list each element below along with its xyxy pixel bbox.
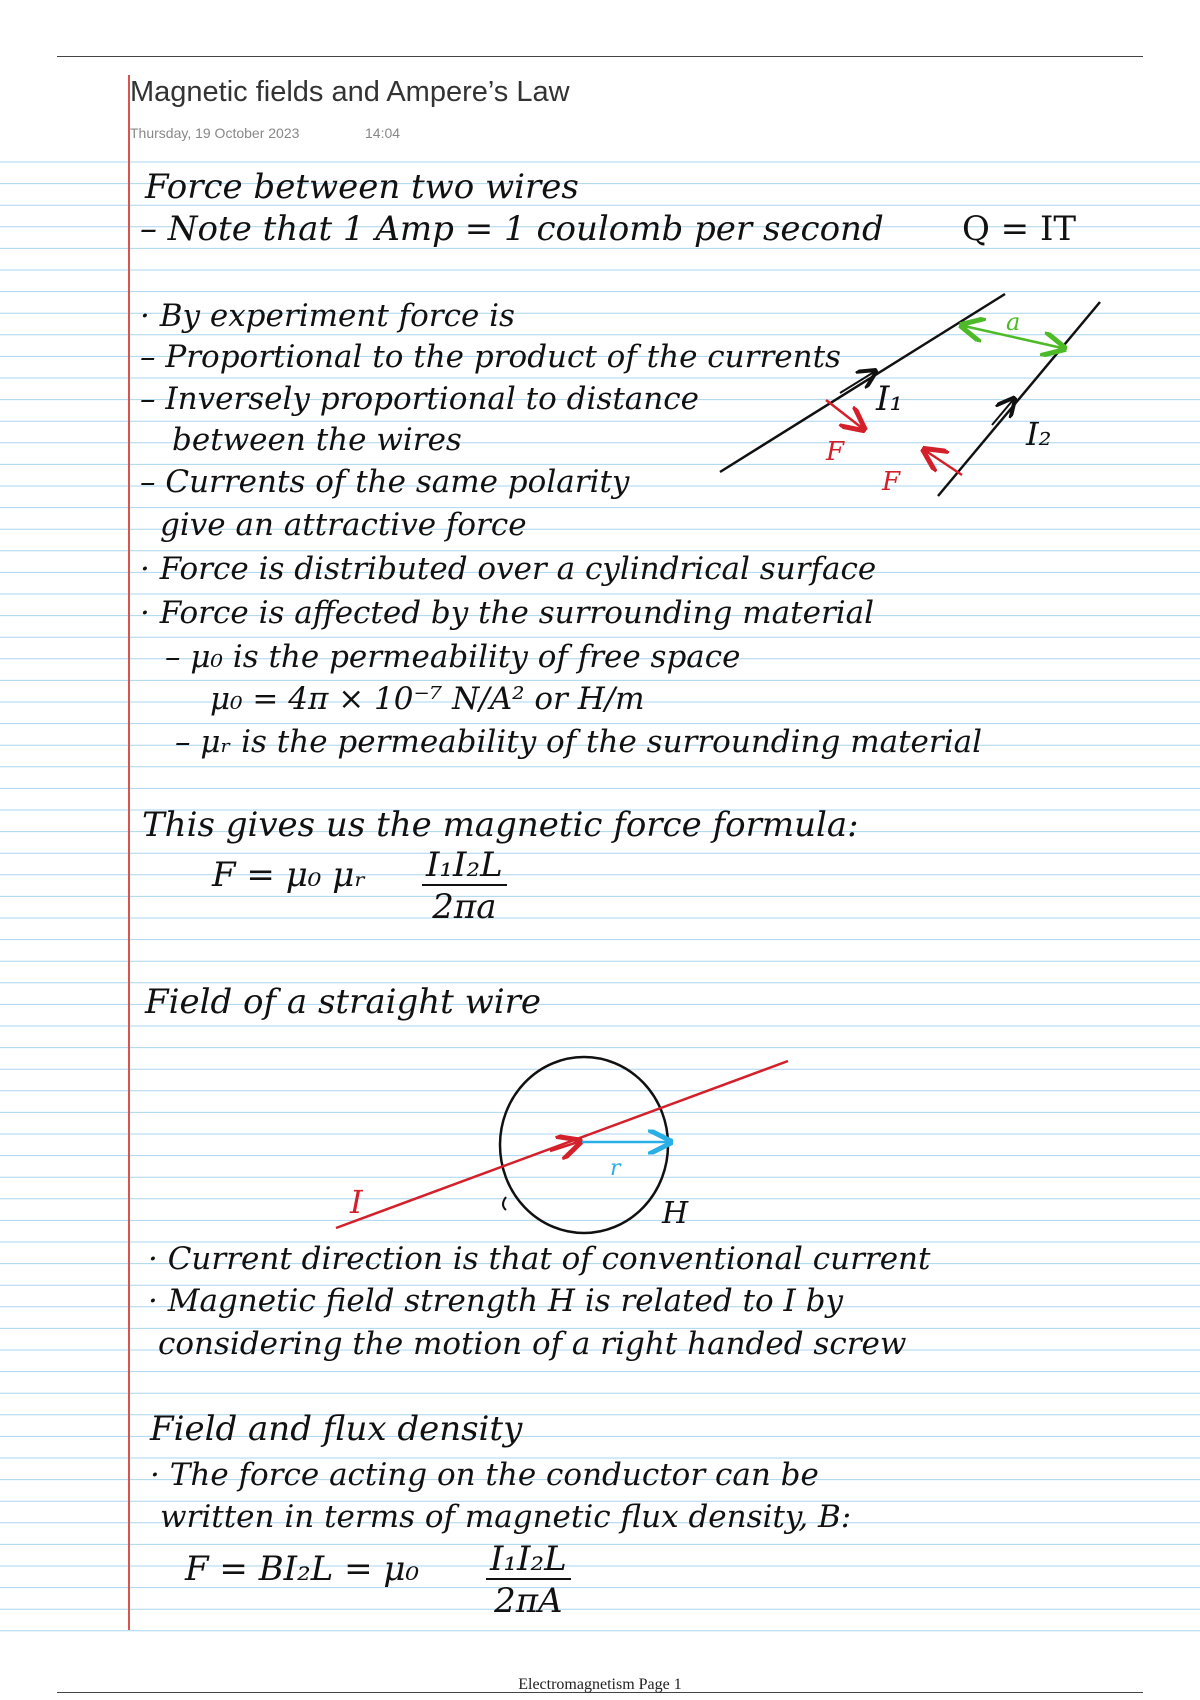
straight-wire-diagram bbox=[320, 1045, 800, 1235]
flux-formula-numerator: I₁I₂L bbox=[486, 1542, 571, 1580]
bullet-cylindrical-surface: · Force is distributed over a cylindrical surface bbox=[140, 551, 877, 587]
label-I: I bbox=[350, 1183, 363, 1221]
page-footer: Electromagnetism Page 1 bbox=[518, 1676, 682, 1693]
formula-denominator: 2πa bbox=[432, 887, 497, 927]
page-time: 14:04 bbox=[365, 125, 401, 141]
bullet-attractive-force: give an attractive force bbox=[160, 507, 527, 543]
bullet-flux-density: written in terms of magnetic flux density, B: bbox=[160, 1499, 852, 1535]
note-charge-equation: Q = IT bbox=[962, 209, 1077, 249]
current-arrow-1 bbox=[840, 372, 874, 393]
flux-formula-fraction bbox=[486, 1539, 571, 1621]
bullet-current-direction: · Current direction is that of conventional current bbox=[148, 1241, 931, 1277]
formula-numerator: I₁I₂L bbox=[422, 848, 507, 886]
bullet-surrounding-material: · Force is affected by the surrounding material bbox=[140, 595, 875, 631]
bullet-mur-definition: – μᵣ is the permeability of the surrounding material bbox=[175, 724, 983, 760]
bullet-inversely-proportional: – Inversely proportional to distance bbox=[140, 381, 699, 417]
heading-force-between-wires: Force between two wires bbox=[145, 167, 579, 207]
label-H: H bbox=[662, 1196, 689, 1231]
bullet-field-strength: · Magnetic field strength H is related to I by bbox=[148, 1283, 843, 1319]
label-I2: I₂ bbox=[1026, 415, 1052, 453]
bullet-mu0-value: μ₀ = 4π × 10⁻⁷ N/A² or H/m bbox=[210, 681, 645, 717]
bullet-same-polarity: – Currents of the same polarity bbox=[140, 464, 630, 500]
wire-straight bbox=[336, 1061, 788, 1228]
margin-line bbox=[128, 75, 130, 1630]
heading-flux-density: Field and flux density bbox=[150, 1409, 523, 1449]
bullet-by-experiment: · By experiment force is bbox=[140, 298, 515, 334]
label-F1: F bbox=[826, 437, 845, 467]
page-date: Thursday, 19 October 2023 bbox=[130, 125, 300, 141]
label-a: a bbox=[1006, 308, 1021, 336]
flux-formula-denominator: 2πA bbox=[494, 1581, 563, 1621]
bullet-right-handed-screw: considering the motion of a right handed screw bbox=[158, 1326, 907, 1362]
bullet-proportional: – Proportional to the product of the currents bbox=[140, 339, 841, 375]
wire-1 bbox=[720, 294, 1005, 472]
bullet-force-on-conductor: · The force acting on the conductor can be bbox=[150, 1457, 819, 1493]
field-direction-arrow bbox=[503, 1197, 506, 1210]
bullet-mu0-definition: – μ₀ is the permeability of free space bbox=[165, 639, 741, 675]
formula-lhs: F = μ₀ μᵣ bbox=[212, 855, 367, 895]
formula-fraction bbox=[422, 845, 507, 927]
field-circle bbox=[500, 1057, 668, 1233]
force-arrow-1 bbox=[826, 400, 862, 428]
page-title: Magnetic fields and Ampere’s Law bbox=[130, 76, 570, 108]
note-amp-coulomb: – Note that 1 Amp = 1 coulomb per second bbox=[140, 209, 884, 249]
current-arrow-2 bbox=[992, 400, 1013, 425]
label-r: r bbox=[610, 1156, 621, 1181]
flux-formula-lhs: F = BI₂L = μ₀ bbox=[185, 1549, 420, 1589]
two-wires-diagram bbox=[700, 280, 1120, 510]
bullet-between-wires: between the wires bbox=[172, 422, 462, 458]
heading-straight-wire: Field of a straight wire bbox=[145, 982, 541, 1022]
force-arrow-2 bbox=[926, 451, 962, 475]
label-F2: F bbox=[882, 467, 901, 497]
formula-intro: This gives us the magnetic force formula: bbox=[142, 805, 859, 845]
label-I1: I₁ bbox=[876, 379, 904, 419]
